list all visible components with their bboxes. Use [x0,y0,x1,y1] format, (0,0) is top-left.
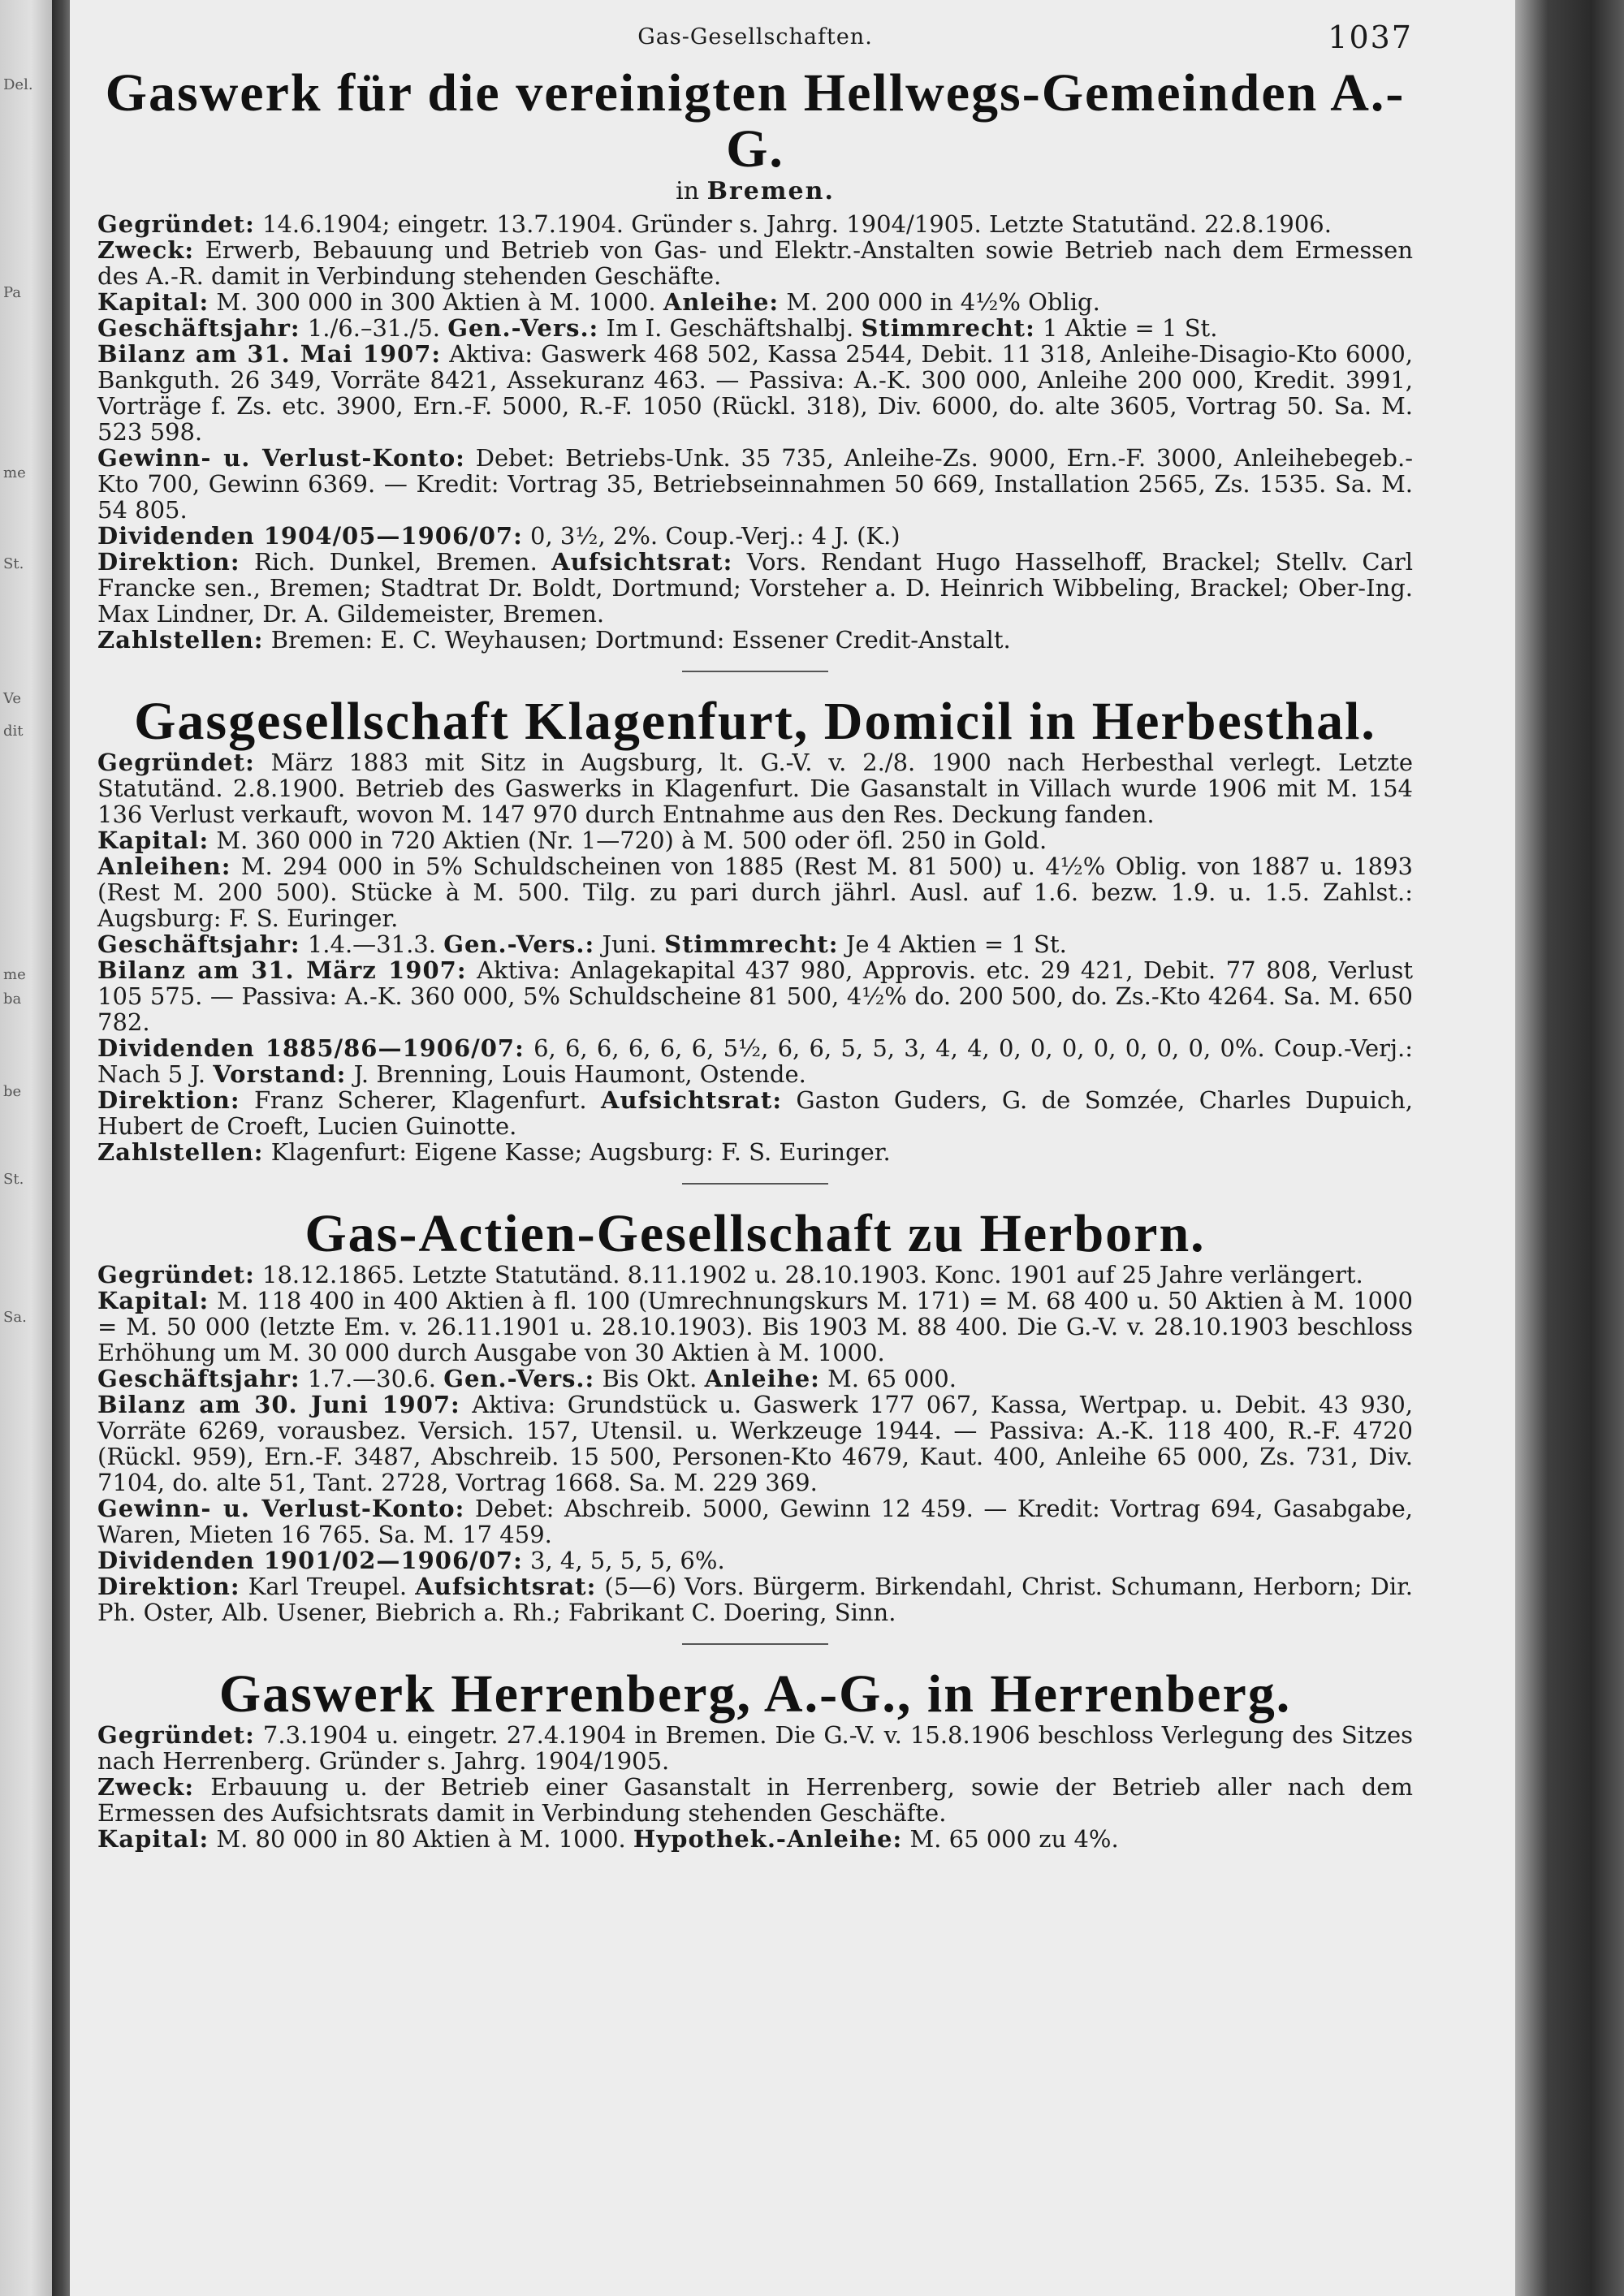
company-title: Gasgesellschaft Klagenfurt, Domicil in Herbesthal. [134,691,1376,751]
field-value: Gaston Guders, G. de Somzée, Charles Dupuich, Hubert de Croeft, Lucien Guinotte. [97,1085,1414,1140]
company-title: Gaswerk für die vereinigten Hellwegs-Gemeinden A.-G. [105,63,1406,179]
field-value: Debet: Betriebs-Unk. 35 735, Anleihe-Zs. 9000, Ern.-F. 3000, Anleihebegeb.-Kto 700, Gewinn 6369. — Kredit: Vortrag 35, Betriebseinnahmen 50 669, Installation 2565, Zs. 1535. Sa. M. 54 805. [97,443,1413,524]
margin-fragment: ba [3,990,22,1008]
field-paragraph [97,1366,1413,1392]
field-label: Kapital: [97,1287,209,1315]
field-paragraph [97,289,1413,315]
field-value: Franz Scherer, Klagenfurt. [253,1085,587,1114]
field-label: Kapital: [97,287,209,316]
field-label: Bilanz am 31. März 1907: [97,956,467,984]
field-label: Geschäftsjahr: [97,1365,300,1393]
scan-edge [1515,0,1624,2296]
field-label: Vorstand: [213,1060,347,1088]
field-paragraph [97,523,1413,549]
field-label: Gewinn- u. Verlust-Konto: [97,443,465,472]
field-label: Geschäftsjahr: [97,930,300,958]
field-value: Bremen: E. C. Weyhausen; Dortmund: Essener Credit-Anstalt. [270,625,1011,654]
field-paragraph [97,1087,1413,1139]
margin-fragment: Ve [3,690,21,707]
entries-list [97,65,1413,1852]
field-value: Aktiva: Gaswerk 468 502, Kassa 2544, Debit. 11 318, Anleihe-Disagio-Kto 6000, Bankguth. 26 349, Vorräte 8421, Assekuranz 463. — Passiva: A.-K. 300 000, Anleihe 200 000, Kredit. 3991, Vorträge f. Zs. etc. 3900, Ern.-F. 5000, R.-F. 1050 (Rückl. 318), Div. 6000, do. alte 3605, Vortrag 50. Sa. M. 523 598. [97,339,1413,446]
field-value: Je 4 Aktien = 1 St. [845,930,1067,958]
field-label: Aufsichtsrat: [415,1573,597,1601]
section-divider [682,1643,828,1645]
field-label: Gegründet: [97,209,255,238]
field-label: Geschäftsjahr: [97,313,300,342]
running-title: Gas-Gesellschaften. [637,24,873,50]
field-paragraph [97,1392,1413,1495]
field-label: Direktion: [97,1085,240,1114]
field-label: Gen.-Vers.: [443,930,595,958]
document-page [70,0,1515,2296]
field-label: Bilanz am 30. Juni 1907: [97,1391,460,1419]
adjacent-page-strip [0,0,52,2296]
book-gutter [52,0,70,2296]
field-value: 0, 3½, 2%. Coup.-Verj.: 4 J. (K.) [530,521,901,550]
location-prefix: in [676,176,700,205]
field-label: Gegründet: [97,1261,255,1289]
field-value: M. 294 000 in 5% Schuldscheinen von 1885 (Rest M. 81 500) u. 4½% Oblig. von 1887 u. 1893 (Rest M. 200 500). Stücke à M. 500. Tilg. zu pari durch jährl. Ausl. auf 1.6. bezw. 1.9. u. 1.5. Zahlst.: Augsburg: F. S. Euringer. [97,852,1413,932]
field-value: 7.3.1904 u. eingetr. 27.4.1904 in Bremen. Die G.-V. v. 15.8.1906 beschloss Verlegung des Sitzes nach Herrenberg. Gründer s. Jahrg. 1904/1905. [97,1721,1414,1776]
entry-body [97,749,1413,1165]
field-value: (5—6) Vors. Bürgerm. Birkendahl, Christ. Schumann, Herborn; Dir. Ph. Oster, Alb. Usener, Biebrich a. Rh.; Fabrikant C. Doering, Sinn. [97,1573,1414,1627]
running-header [97,19,1413,62]
field-value: 3, 4, 5, 5, 5, 6%. [530,1547,725,1575]
field-value: M. 360 000 in 720 Aktien (Nr. 1—720) à M. 500 oder öfl. 250 in Gold. [216,826,1047,854]
field-paragraph [97,1774,1413,1826]
field-paragraph [97,211,1413,237]
field-value: M. 65 000. [827,1365,957,1393]
margin-fragment: St. [3,555,24,572]
field-label: Gewinn- u. Verlust-Konto: [97,1495,465,1523]
field-value: Erbauung u. der Betrieb einer Gasanstalt in Herrenberg, sowie der Betrieb aller nach dem Ermessen des Aufsichtsrats damit in Verbindung stehenden Geschäfte. [97,1773,1413,1828]
field-label: Anleihe: [663,287,780,316]
field-label: Stimmrecht: [664,930,839,958]
field-paragraph [97,445,1413,523]
section-divider [682,671,828,672]
field-value: 1./6.–31./5. [307,313,441,342]
margin-fragment: Del. [3,76,33,93]
field-value: 14.6.1904; eingetr. 13.7.1904. Gründer s. Jahrg. 1904/1905. Letzte Statutänd. 22.8.1906. [262,209,1332,238]
field-value: 1.7.—30.6. [307,1365,436,1393]
field-paragraph [97,627,1413,653]
entry-body [97,211,1413,653]
field-value: J. Brenning, Louis Haumont, Ostende. [353,1060,806,1088]
company-location [97,178,1413,205]
field-value: M. 65 000 zu 4%. [909,1825,1119,1854]
company-title: Gaswerk Herrenberg, A.-G., in Herrenberg. [218,1664,1292,1724]
field-label: Direktion: [97,547,240,576]
field-paragraph [97,957,1413,1035]
field-value: Im I. Geschäftshalbj. [606,313,854,342]
field-label: Dividenden 1904/05—1906/07: [97,521,523,550]
field-paragraph [97,1262,1413,1288]
field-label: Gen.-Vers.: [443,1365,595,1393]
field-value: Rich. Dunkel, Bremen. [253,547,538,576]
field-value: 6, 6, 6, 6, 6, 6, 5½, 6, 6, 5, 5, 3, 4, 4, 0, 0, 0, 0, 0, 0, 0, 0%. Coup.-Verj.: Nach 5 J. [97,1034,1414,1088]
field-label: Zahlstellen: [97,1137,264,1166]
margin-fragment: dit [3,723,24,740]
page-content [97,19,1413,1857]
field-paragraph [97,749,1413,827]
field-label: Bilanz am 31. Mai 1907: [97,339,442,368]
field-paragraph [97,827,1413,853]
section-divider [682,1183,828,1185]
field-label: Anleihen: [97,852,231,880]
field-label: Gegründet: [97,1721,255,1750]
field-paragraph [97,341,1413,445]
margin-fragment: me [3,464,26,481]
field-label: Stimmrecht: [861,313,1035,342]
field-value: M. 300 000 in 300 Aktien à M. 1000. [216,287,656,316]
field-label: Aufsichtsrat: [600,1085,783,1114]
field-paragraph [97,1495,1413,1547]
field-value: Debet: Abschreib. 5000, Gewinn 12 459. — Kredit: Vortrag 694, Gasabgabe, Waren, Mieten 16 765. Sa. M. 17 459. [97,1495,1413,1549]
field-label: Hypothek.-Anleihe: [633,1825,903,1854]
field-label: Zahlstellen: [97,625,264,654]
field-paragraph [97,1035,1413,1087]
field-value: 1 Aktie = 1 St. [1043,313,1218,342]
field-paragraph [97,1826,1413,1852]
field-label: Kapital: [97,1825,209,1854]
field-label: Zweck: [97,1773,195,1802]
field-paragraph [97,237,1413,289]
field-label: Zweck: [97,235,195,264]
field-label: Direktion: [97,1573,240,1601]
field-label: Dividenden 1885/86—1906/07: [97,1034,525,1062]
margin-fragment: St. [3,1171,24,1188]
field-label: Aufsichtsrat: [551,547,733,576]
field-label: Gen.-Vers.: [447,313,599,342]
field-label: Gegründet: [97,748,255,776]
field-paragraph [97,1547,1413,1573]
field-paragraph [97,1722,1413,1774]
field-value: M. 80 000 in 80 Aktien à M. 1000. [216,1825,626,1854]
margin-fragment: Pa [3,284,22,301]
field-paragraph [97,1288,1413,1366]
field-paragraph [97,1139,1413,1165]
field-value: Karl Treupel. [248,1573,408,1601]
field-value: Aktiva: Grundstück u. Gaswerk 177 067, Kassa, Wertpap. u. Debit. 43 930, Vorräte 6269, vorausbez. Versich. 157, Utensil. u. Werkzeuge 1944. — Passiva: A.-K. 118 400, R.-F. 4720 (Rückl. 959), Ern.-F. 3487, Abschreib. 15 500, Personen-Kto 4679, Kaut. 400, Anleihe 65 000, Zs. 731, Div. 7104, do. alte 51, Tant. 2728, Vortrag 1668. Sa. M. 229 369. [97,1391,1413,1497]
field-label: Anleihe: [704,1365,820,1393]
margin-fragment: be [3,1083,22,1100]
company-entry [97,65,1413,653]
field-value: Bis Okt. [602,1365,698,1393]
field-paragraph [97,931,1413,957]
company-title: Gas-Actien-Gesellschaft zu Herborn. [304,1203,1206,1263]
company-entry [97,693,1413,1165]
entry-body [97,1722,1413,1852]
field-value: Aktiva: Anlagekapital 437 980, Approvis. etc. 29 421, Debit. 77 808, Verlust 105 575. — Passiva: A.-K. 360 000, 5% Schuldscheine 81 500, 4½% do. 200 500, do. Zs.-Kto 4264. Sa. M. 650 782. [97,956,1413,1036]
field-value: März 1883 mit Sitz in Augsburg, lt. G.-V. v. 2./8. 1900 nach Herbesthal verlegt. Letzte Statutänd. 2.8.1900. Betrieb des Gaswerks in Klagenfurt. Die Gasanstalt in Villach wurde 1906 mit M. 154 136 Verlust verkauft, wovon M. 147 970 durch Entnahme aus den Res. Deckung fanden. [97,748,1413,828]
field-value: Erwerb, Bebauung und Betrieb von Gas- und Elektr.-Anstalten sowie Betrieb nach dem Ermessen des A.-R. damit in Verbindung stehenden Geschäfte. [97,235,1414,290]
field-paragraph [97,549,1413,627]
field-value: M. 118 400 in 400 Aktien à fl. 100 (Umrechnungskurs M. 171) = M. 68 400 u. 50 Aktien à M. 1000 = M. 50 000 (letzte Em. v. 26.11.1901 u. 28.10.1903). Bis 1903 M. 88 400. Die G.-V. v. 28.10.1903 beschloss Erhöhung um M. 30 000 durch Ausgabe von 30 Aktien à M. 1000. [97,1287,1413,1367]
field-label: Kapital: [97,826,209,854]
page-number: 1037 [1328,19,1413,55]
field-value: Vors. Rendant Hugo Hasselhoff, Brackel; Stellv. Carl Francke sen., Bremen; Stadtrat Dr. Boldt, Dortmund; Vorsteher a. D. Heinrich Wibbeling, Brackel; Ober-Ing. Max Lindner, Dr. A. Gildemeister, Bremen. [97,547,1414,628]
field-value: 1.4.—31.3. [307,930,436,958]
field-label: Dividenden 1901/02—1906/07: [97,1547,523,1575]
field-value: Klagenfurt: Eigene Kasse; Augsburg: F. S. Euringer. [270,1137,891,1166]
field-paragraph [97,853,1413,931]
margin-fragment: Sa. [3,1309,27,1326]
entry-body [97,1262,1413,1625]
field-value: M. 200 000 in 4½% Oblig. [786,287,1100,316]
margin-fragment: me [3,966,26,983]
field-paragraph [97,315,1413,341]
field-paragraph [97,1573,1413,1625]
field-value: Juni. [602,930,657,958]
company-entry [97,1666,1413,1852]
location-place: Bremen. [706,176,835,205]
field-value: 18.12.1865. Letzte Statutänd. 8.11.1902 u. 28.10.1903. Konc. 1901 auf 25 Jahre verlängert. [262,1261,1363,1289]
company-entry [97,1203,1414,1627]
